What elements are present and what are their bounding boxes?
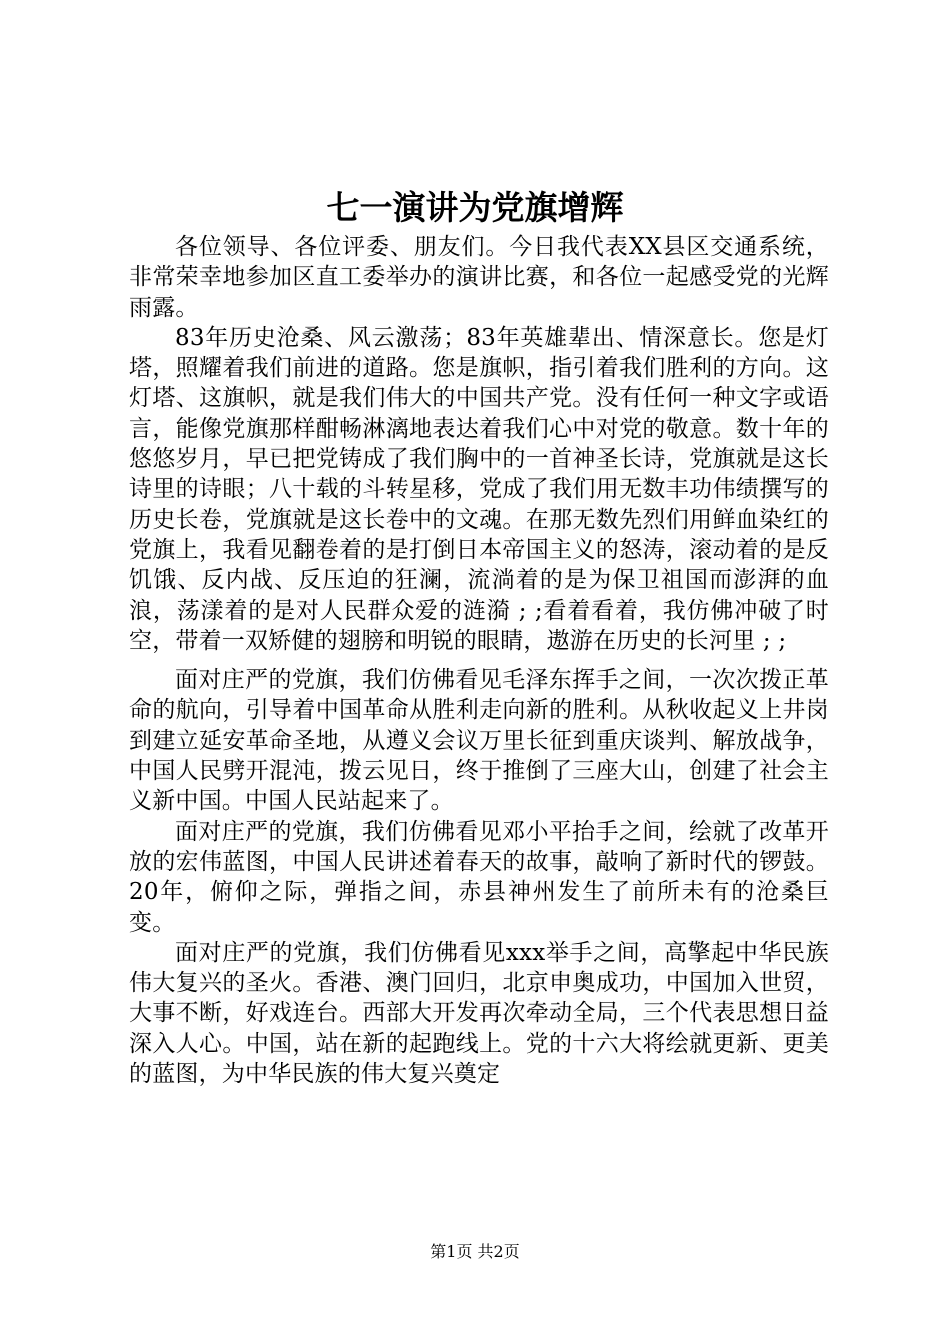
paragraph-deng: 面对庄严的党旗，我们仿佛看见邓小平抬手之间，绘就了改革开放的宏伟蓝图，中国人民讲述着春天的故事，敲响了新时代的锣鼓。20年，俯仰之际，弹指之间，赤县神州发生了前所未有的沧桑巨变。	[129, 818, 829, 936]
page-footer: 第1页 共2页	[430, 1242, 520, 1261]
paragraph-mao: 面对庄严的党旗，我们仿佛看见毛泽东挥手之间，一次次拨正革命的航向，引导着中国革命从胜利走向新的胜利。从秋收起义上井岗到建立延安革命圣地，从遵义会议万里长征到重庆谈判、解放战争，中国人民劈开混沌，拨云见日，终于推倒了三座大山，创建了社会主义新中国。中国人民站起来了。	[129, 667, 829, 815]
paragraph-third: 面对庄严的党旗，我们仿佛看见xxx举手之间，高擎起中华民族伟大复兴的圣火。香港、澳门回归，北京申奥成功，中国加入世贸，大事不断，好戏连台。西部大开发再次牵动全局，三个代表思想日益深入人心。中国，站在新的起跑线上。党的十六大将绘就更新、更美的蓝图，为中华民族的伟大复兴奠定	[129, 939, 829, 1088]
document-title: 七一演讲为党旗增辉	[326, 188, 624, 227]
document-body	[129, 232, 829, 1089]
paragraph-greeting: 各位领导、各位评委、朋友们。今日我代表XX县区交通系统，非常荣幸地参加区直工委举办的演讲比赛，和各位一起感受党的光辉雨露。	[129, 234, 829, 321]
paragraph-history: 83年历史沧桑、风云激荡；83年英雄辈出、情深意长。您是灯塔，照耀着我们前进的道路。您是旗帜，指引着我们胜利的方向。这灯塔、这旗帜，就是我们伟大的中国共产党。没有任何一种文字或语言，能像党旗那样酣畅淋漓地表达着我们心中对党的敬意。数十年的悠悠岁月，早已把党铸成了我们胸中的一首神圣长诗，党旗就是这长诗里的诗眼；八十载的斗转星移，党成了我们用无数丰功伟绩撰写的历史长卷，党旗就是这长卷中的文魂。在那无数先烈们用鲜血染红的党旗上，我看见翻卷着的是打倒日本帝国主义的怒涛，滚动着的是反饥饿、反内战、反压迫的狂澜，流淌着的是为保卫祖国而澎湃的血浪，荡漾着的是对人民群众爱的涟漪 ; ;看着看着，我仿佛冲破了时空，带着一双矫健的翅膀和明锐的眼睛，遨游在历史的长河里 ; ;	[129, 324, 829, 654]
